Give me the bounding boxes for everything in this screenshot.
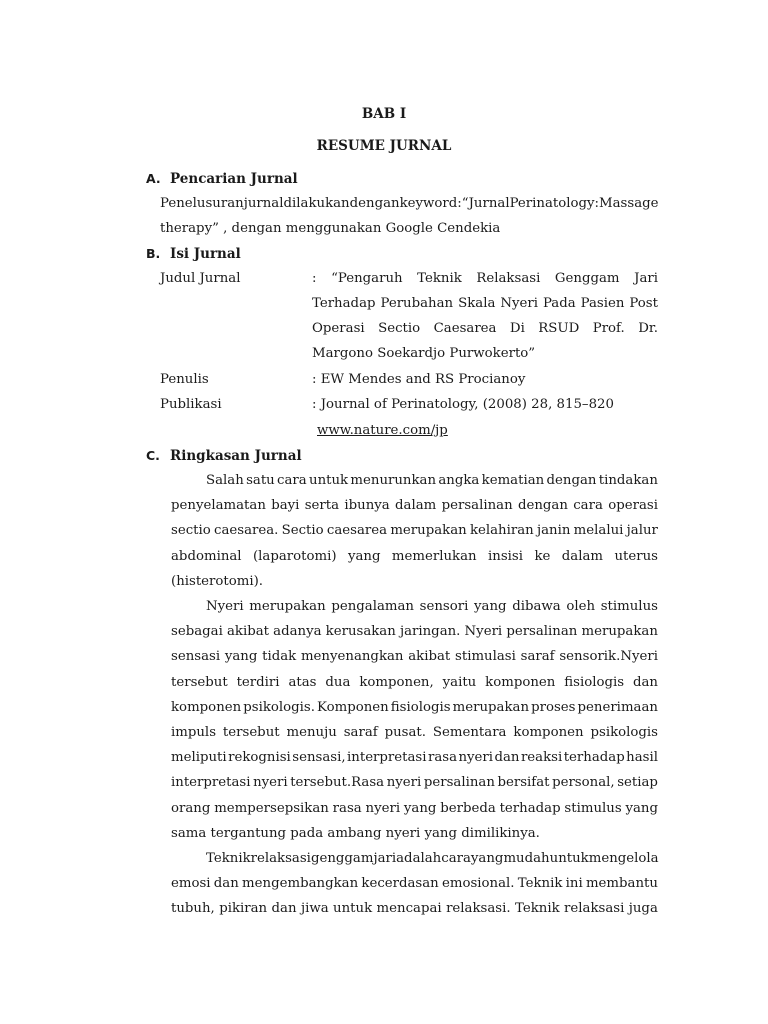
publikasi-label: Publikasi xyxy=(160,397,222,412)
summary-line: sebagai akibat adanya kerusakan jaringan. Nyeri persalinan merupakan xyxy=(171,624,658,639)
section-a-letter: A. xyxy=(146,171,161,186)
summary-line: emosi dan mengembangkan kecerdasan emosional. Teknik ini membantu xyxy=(171,876,658,891)
publikasi-value: : Journal of Perinatology, (2008) 28, 815–820 xyxy=(312,397,614,412)
section-a-heading xyxy=(146,171,298,187)
summary-line: abdominal (laparotomi) yang memerlukan insisi ke dalam uterus xyxy=(171,549,658,564)
judul-jurnal-line-4: Margono Soekardjo Purwokerto” xyxy=(312,346,536,361)
penulis-value: : EW Mendes and RS Procianoy xyxy=(312,372,526,387)
summary-line: tersebut terdiri atas dua komponen, yaitu komponen fisiologis dan xyxy=(171,675,658,690)
summary-line: Teknik relaksasi genggam jari adalah cara yang mudah untuk mengelola xyxy=(206,851,659,866)
summary-line: sama tergantung pada ambang nyeri yang dimilikinya. xyxy=(171,826,540,841)
section-b-title: Isi Jurnal xyxy=(170,246,241,262)
judul-jurnal-label: Judul Jurnal xyxy=(160,271,241,286)
chapter-heading: BAB I xyxy=(361,106,407,122)
journal-link[interactable]: www.nature.com/jp xyxy=(317,423,448,438)
section-b-letter: B. xyxy=(146,246,161,261)
section-b-heading xyxy=(146,246,241,262)
section-c-title: Ringkasan Jurnal xyxy=(170,448,302,464)
summary-line: (histerotomi). xyxy=(171,574,264,589)
judul-jurnal-line-1: : “Pengaruh Teknik Relaksasi Genggam Jari xyxy=(312,271,658,286)
summary-line: orang mempersepsikan rasa nyeri yang berbeda terhadap stimulus yang xyxy=(171,801,658,816)
summary-line: sensasi yang tidak menyenangkan akibat stimulasi saraf sensorik.Nyeri xyxy=(171,649,658,664)
section-c-heading xyxy=(146,448,302,464)
summary-line: meliputi rekognisi sensasi, interpretasi rasa nyeri dan reaksi terhadap hasil xyxy=(171,750,658,765)
summary-line: sectio caesarea. Sectio caesarea merupakan kelahiran janin melalui jalur xyxy=(171,523,658,538)
section-a-line-1: Penelusuran jurnal dilakukan dengan keyword: “ Jurnal Perinatology : Massage xyxy=(160,196,659,211)
section-a-line-2: therapy” , dengan menggunakan Google Cendekia xyxy=(160,221,501,236)
judul-jurnal-line-3: Operasi Sectio Caesarea Di RSUD Prof. Dr. xyxy=(312,321,658,336)
summary-line: Salah satu cara untuk menurunkan angka kematian dengan tindakan xyxy=(206,473,658,488)
summary-line: interpretasi nyeri tersebut.Rasa nyeri persalinan bersifat personal, setiap xyxy=(171,775,658,790)
summary-line: penyelamatan bayi serta ibunya dalam persalinan dengan cara operasi xyxy=(171,498,658,513)
summary-line: impuls tersebut menuju saraf pusat. Sementara komponen psikologis xyxy=(171,725,658,740)
summary-line: Nyeri merupakan pengalaman sensori yang dibawa oleh stimulus xyxy=(206,599,658,614)
summary-line: tubuh, pikiran dan jiwa untuk mencapai relaksasi. Teknik relaksasi juga xyxy=(171,901,658,916)
penulis-label: Penulis xyxy=(160,372,209,387)
section-c-letter: C. xyxy=(146,448,160,463)
section-a-title: Pencarian Jurnal xyxy=(170,171,298,187)
document-title: RESUME JURNAL xyxy=(316,138,452,154)
summary-line: komponen psikologis. Komponen fisiologis merupakan proses penerimaan xyxy=(171,700,658,715)
judul-jurnal-line-2: Terhadap Perubahan Skala Nyeri Pada Pasien Post xyxy=(312,296,658,311)
